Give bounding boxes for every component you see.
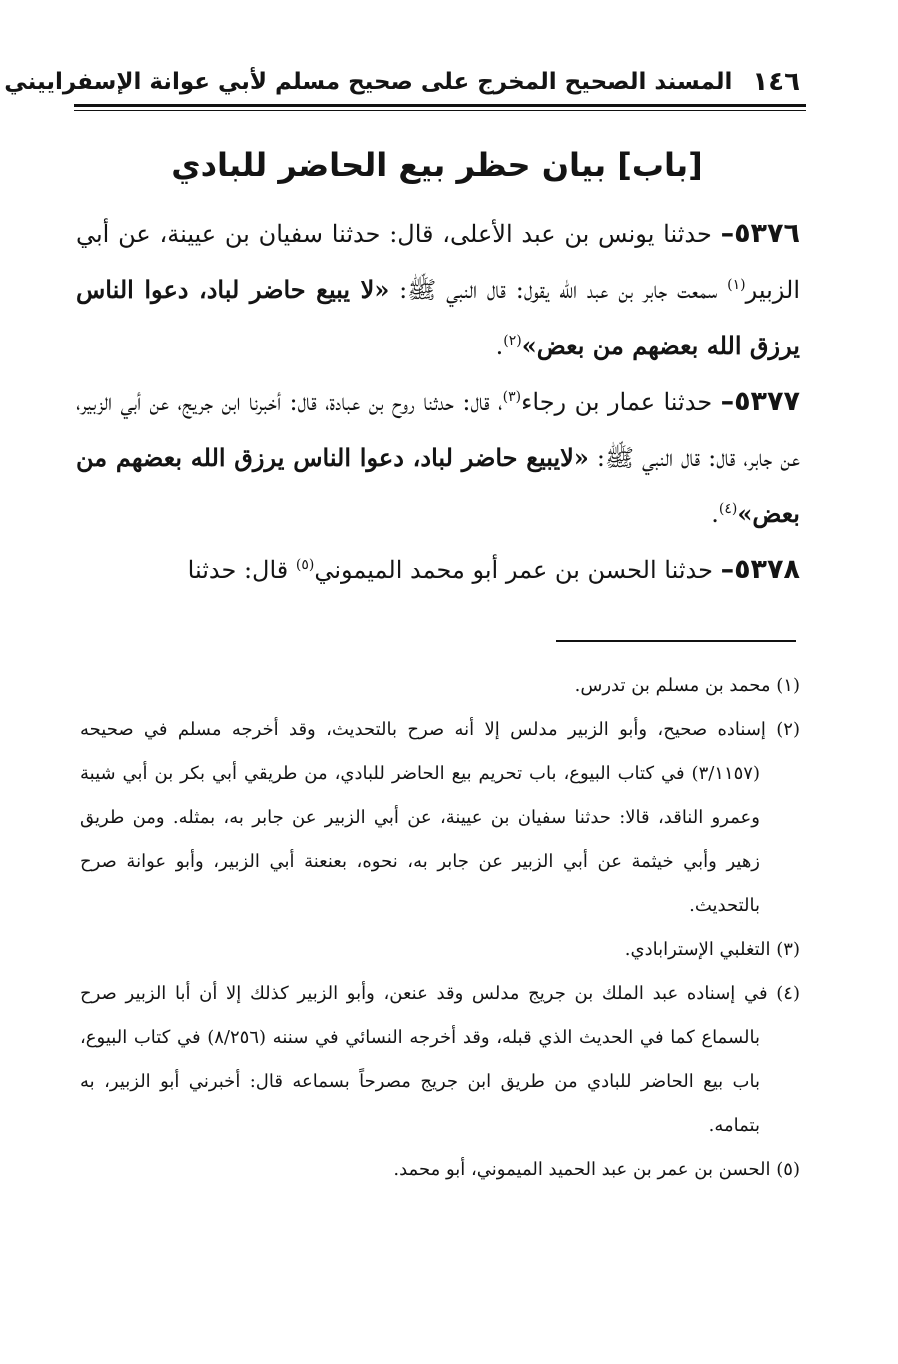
hadith-number: ٥٣٧٨ bbox=[734, 554, 800, 585]
hadith-5376 bbox=[76, 206, 800, 374]
footnote-ref: (٣) bbox=[502, 389, 522, 405]
footnote-ref: (٥) bbox=[295, 557, 315, 573]
hadith-text: حدثنا يونس بن عبد الأعلى، قال: حدثنا سفيان بن عيينة، عن أبي الزبير bbox=[76, 220, 800, 304]
hadith-quote: «لا يبيع حاضر لباد، دعوا الناس يرزق الله بعضهم من بعض» bbox=[76, 275, 800, 360]
hadith-text: حدثنا عمار بن رجاء bbox=[521, 388, 721, 416]
footnote-5: (٥) الحسن بن عمر بن عبد الحميد الميموني، أبو محمد. bbox=[393, 1159, 800, 1180]
hadith-end: . bbox=[495, 332, 504, 360]
footnote-separator bbox=[556, 640, 796, 642]
chapter-title: [باب] بيان حظر بيع الحاضر للبادي bbox=[171, 146, 703, 184]
hadith-5377 bbox=[76, 374, 800, 542]
hadith-text: حدثنا الحسن بن عمر أبو محمد الميموني bbox=[314, 556, 721, 584]
hadith-number: ٥٣٧٧ bbox=[734, 386, 800, 417]
book-title: المسند الصحيح المخرج على صحيح مسلم لأبي عوانة الإسفراييني bbox=[4, 69, 733, 95]
running-header bbox=[4, 62, 800, 102]
footnote-1: (١) محمد بن مسلم بن تدرس. bbox=[574, 675, 800, 696]
footnote-3: (٣) التغلبي الإسترابادي. bbox=[624, 939, 800, 960]
header-rule-thin bbox=[74, 110, 806, 111]
footnote-ref: (٤) bbox=[718, 501, 738, 517]
hadith-end: . bbox=[711, 500, 719, 528]
page-number: ١٤٦ bbox=[752, 67, 800, 97]
hadith-text: ، قال: حدثنا روح بن عبادة، قال: أخبرنا ابن جريج، عن أبي الزبير، عن جابر، قال: قال النبي ﷺ: bbox=[76, 388, 801, 472]
hadith-text: قال: حدثنا bbox=[187, 556, 296, 584]
footnote-ref: (١) bbox=[727, 277, 746, 293]
body-text bbox=[76, 206, 800, 598]
header-rule bbox=[74, 104, 806, 107]
hadith-text: سمعت جابر بن عبد الله يقول: قال النبي ﷺ: bbox=[389, 276, 728, 304]
hadith-dash: – bbox=[720, 386, 735, 417]
footnote-2: (٢) إسناده صحيح، وأبو الزبير مدلس إلا أنه صرح بالتحديث، وقد أخرجه مسلم في صحيحه (٣/١١٥٧) في كتاب البيوع، باب تحريم بيع الحاضر للبادي، من طريقي أبي بكر بن أبي شيبة وعمرو الناقد، قالا: حدثنا سفيان بن عيينة، عن أبي الزبير عن جابر به، بمثله. ومن طريق زهير وأبي خيثمة عن أبي الزبير عن جابر به، نحوه، بعنعنة أبي الزبير، وأبو عوانة صرح بالتحديث. bbox=[80, 719, 800, 916]
hadith-dash: – bbox=[720, 218, 735, 249]
footnote-ref: (٢) bbox=[503, 333, 522, 349]
footnotes bbox=[80, 664, 800, 1192]
hadith-dash: – bbox=[720, 554, 735, 585]
hadith-5378 bbox=[76, 542, 800, 598]
hadith-quote: «لايبيع حاضر لباد، دعوا الناس يرزق الله بعضهم من بعض» bbox=[76, 443, 800, 528]
hadith-number: ٥٣٧٦ bbox=[734, 218, 800, 249]
footnote-4: (٤) في إسناده عبد الملك بن جريج مدلس وقد عنعن، وأبو الزبير كذلك إلا أن أبا الزبير صرح بالسماع كما في الحديث الذي قبله، وقد أخرجه النسائي في سننه (٨/٢٥٦) في كتاب البيوع، باب بيع الحاضر للبادي من طريق ابن جريج مصرحاً بسماعه قال: أخبرني أبو الزبير، به بتمامه. bbox=[80, 983, 800, 1136]
